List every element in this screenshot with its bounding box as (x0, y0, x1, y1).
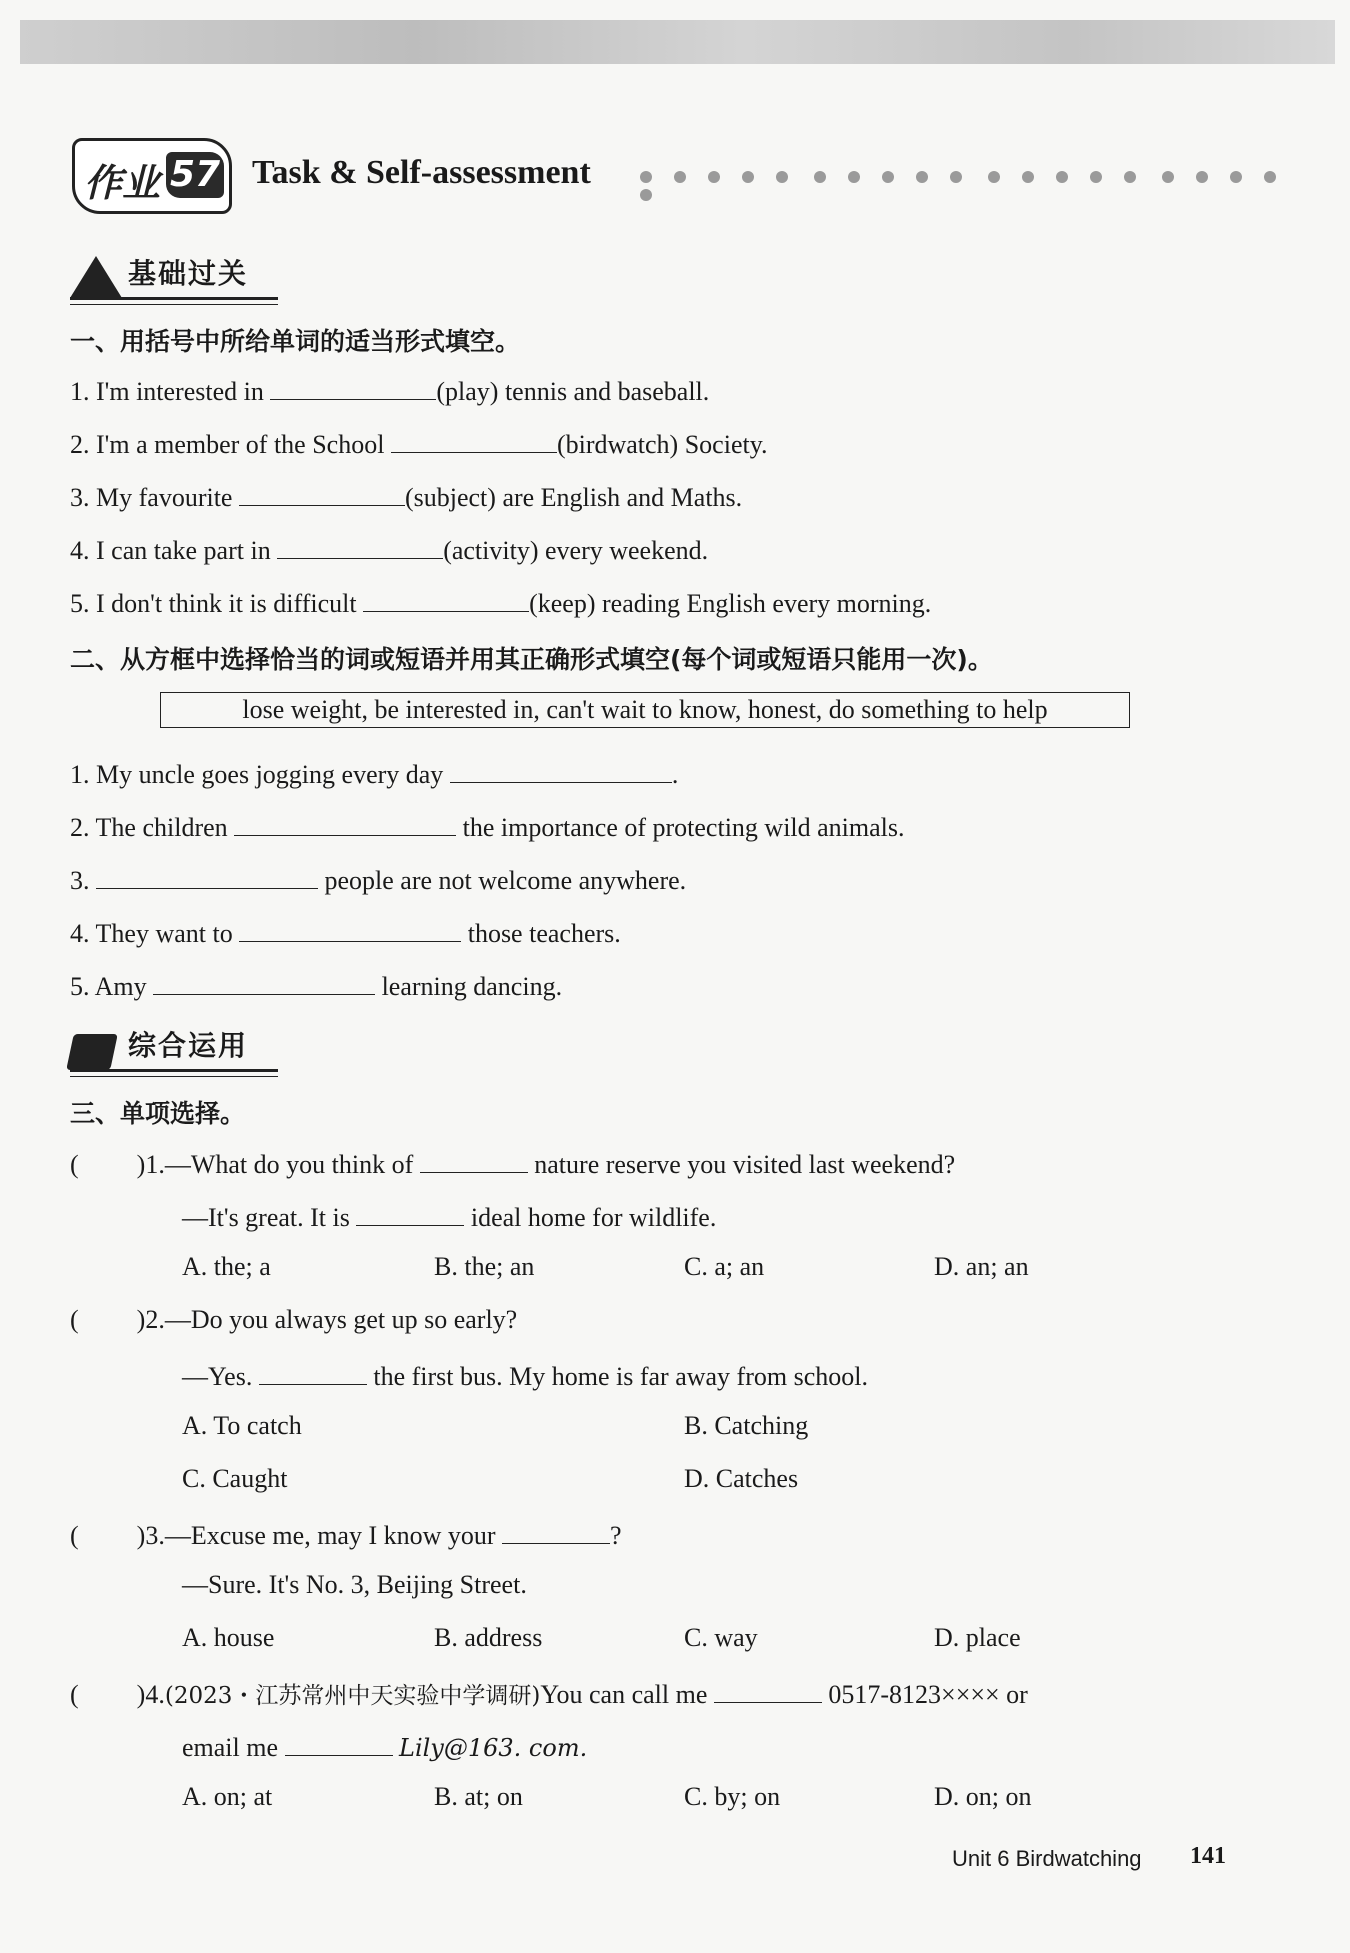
fill-item-1: 1. I'm interested in (play) tennis and baseball. (70, 373, 709, 407)
mc-q2-option-d[interactable]: D. Catches (684, 1464, 799, 1493)
mc-q3-option-c[interactable]: C. way (684, 1623, 758, 1652)
footer-unit: Unit 6 Birdwatching (952, 1846, 1142, 1871)
mc-q4-option-a[interactable]: A. on; at (182, 1782, 273, 1811)
answer-blank[interactable] (502, 1517, 610, 1544)
part2-heading: 二、从方框中选择恰当的词或短语并用其正确形式填空(每个词或短语只能用一次)。 (70, 645, 993, 674)
mc-q2-option-b[interactable]: B. Catching (684, 1411, 809, 1440)
mc-q3-option-a[interactable]: A. house (182, 1623, 275, 1652)
mc-q3-line1: ( )3.—Excuse me, may I know your ? (70, 1517, 622, 1551)
answer-blank[interactable] (714, 1676, 822, 1703)
mc-q2-option-a[interactable]: A. To catch (182, 1411, 302, 1440)
mc-q4-option-c[interactable]: C. by; on (684, 1782, 781, 1811)
answer-blank[interactable] (277, 532, 443, 559)
answer-blank[interactable] (450, 756, 672, 783)
mc-q2-option-c[interactable]: C. Caught (182, 1464, 288, 1493)
mc-q1-line2: —It's great. It is ideal home for wildlife. (182, 1199, 716, 1233)
mc-q4-option-b[interactable]: B. at; on (434, 1782, 523, 1811)
answer-blank[interactable] (153, 968, 375, 995)
answer-blank[interactable] (259, 1358, 367, 1385)
page-number: 141 (1190, 1843, 1226, 1869)
answer-blank[interactable] (285, 1729, 393, 1756)
answer-blank[interactable] (239, 479, 405, 506)
mc-q3-option-d[interactable]: D. place (934, 1623, 1021, 1652)
mc-q1-option-b[interactable]: B. the; an (434, 1252, 535, 1281)
section-basic-header (70, 250, 278, 302)
mc-q4-option-d[interactable]: D. on; on (934, 1782, 1032, 1811)
phrase-item-2: 2. The children the importance of protecting wild animals. (70, 809, 905, 843)
fill-item-3: 3. My favourite (subject) are English and Maths. (70, 479, 742, 513)
badge-number: 57 (166, 152, 224, 198)
part1-heading: 一、用括号中所给单词的适当形式填空。 (70, 327, 521, 356)
word-box: lose weight, be interested in, can't wait to know, honest, do something to help (160, 692, 1130, 728)
mc-q2-line1: ( )2.—Do you always get up so early? (70, 1305, 518, 1334)
mc-q1-line1: ( )1.—What do you think of nature reserve you visited last weekend? (70, 1146, 955, 1180)
answer-blank[interactable] (363, 585, 529, 612)
title-dot-leader (640, 170, 1330, 186)
mc-q4-line1: ( )4.(2023・江苏常州中天实验中学调研)You can call me 0517-8123×××× or (70, 1676, 1028, 1710)
answer-blank[interactable] (420, 1146, 528, 1173)
top-gray-band (20, 20, 1335, 64)
fill-item-4: 4. I can take part in (activity) every weekend. (70, 532, 708, 566)
answer-blank[interactable] (270, 373, 436, 400)
answer-blank[interactable] (234, 809, 456, 836)
question-source: (2023・江苏常州中天实验中学调研) (164, 1683, 541, 1709)
answer-blank[interactable] (391, 426, 557, 453)
mc-q1-option-d[interactable]: D. an; an (934, 1252, 1029, 1281)
phrase-item-4: 4. They want to those teachers. (70, 915, 621, 949)
block-icon (66, 1034, 118, 1070)
fill-item-2: 2. I'm a member of the School (birdwatch) Society. (70, 426, 768, 460)
mc-q3-line2: —Sure. It's No. 3, Beijing Street. (182, 1570, 527, 1599)
fill-item-5: 5. I don't think it is difficult (keep) reading English every morning. (70, 585, 931, 619)
mc-q4-line2: email me Lily@163. com. (182, 1729, 587, 1763)
phrase-item-3: 3. people are not welcome anywhere. (70, 862, 686, 896)
phrase-item-5: 5. Amy learning dancing. (70, 968, 562, 1002)
badge-label: 作业 (84, 161, 161, 205)
homework-badge (72, 138, 232, 214)
phrase-item-1: 1. My uncle goes jogging every day . (70, 756, 678, 790)
email-address: Lily@163. com. (399, 1734, 588, 1762)
mc-q1-option-a[interactable]: A. the; a (182, 1252, 271, 1281)
mc-q1-option-c[interactable]: C. a; an (684, 1252, 765, 1281)
part3-heading: 三、单项选择。 (70, 1099, 246, 1128)
answer-blank[interactable] (356, 1199, 464, 1226)
mc-q2-line2: —Yes. the first bus. My home is far away from school. (182, 1358, 868, 1392)
mc-q3-option-b[interactable]: B. address (434, 1623, 543, 1652)
section-label: 基础过关 (128, 257, 249, 290)
section-label: 综合运用 (128, 1029, 249, 1062)
mountain-icon (70, 256, 122, 298)
answer-blank[interactable] (239, 915, 461, 942)
answer-blank[interactable] (96, 862, 318, 889)
page-title: Task & Self-assessment (252, 154, 591, 191)
section-comprehensive-header (70, 1022, 278, 1074)
